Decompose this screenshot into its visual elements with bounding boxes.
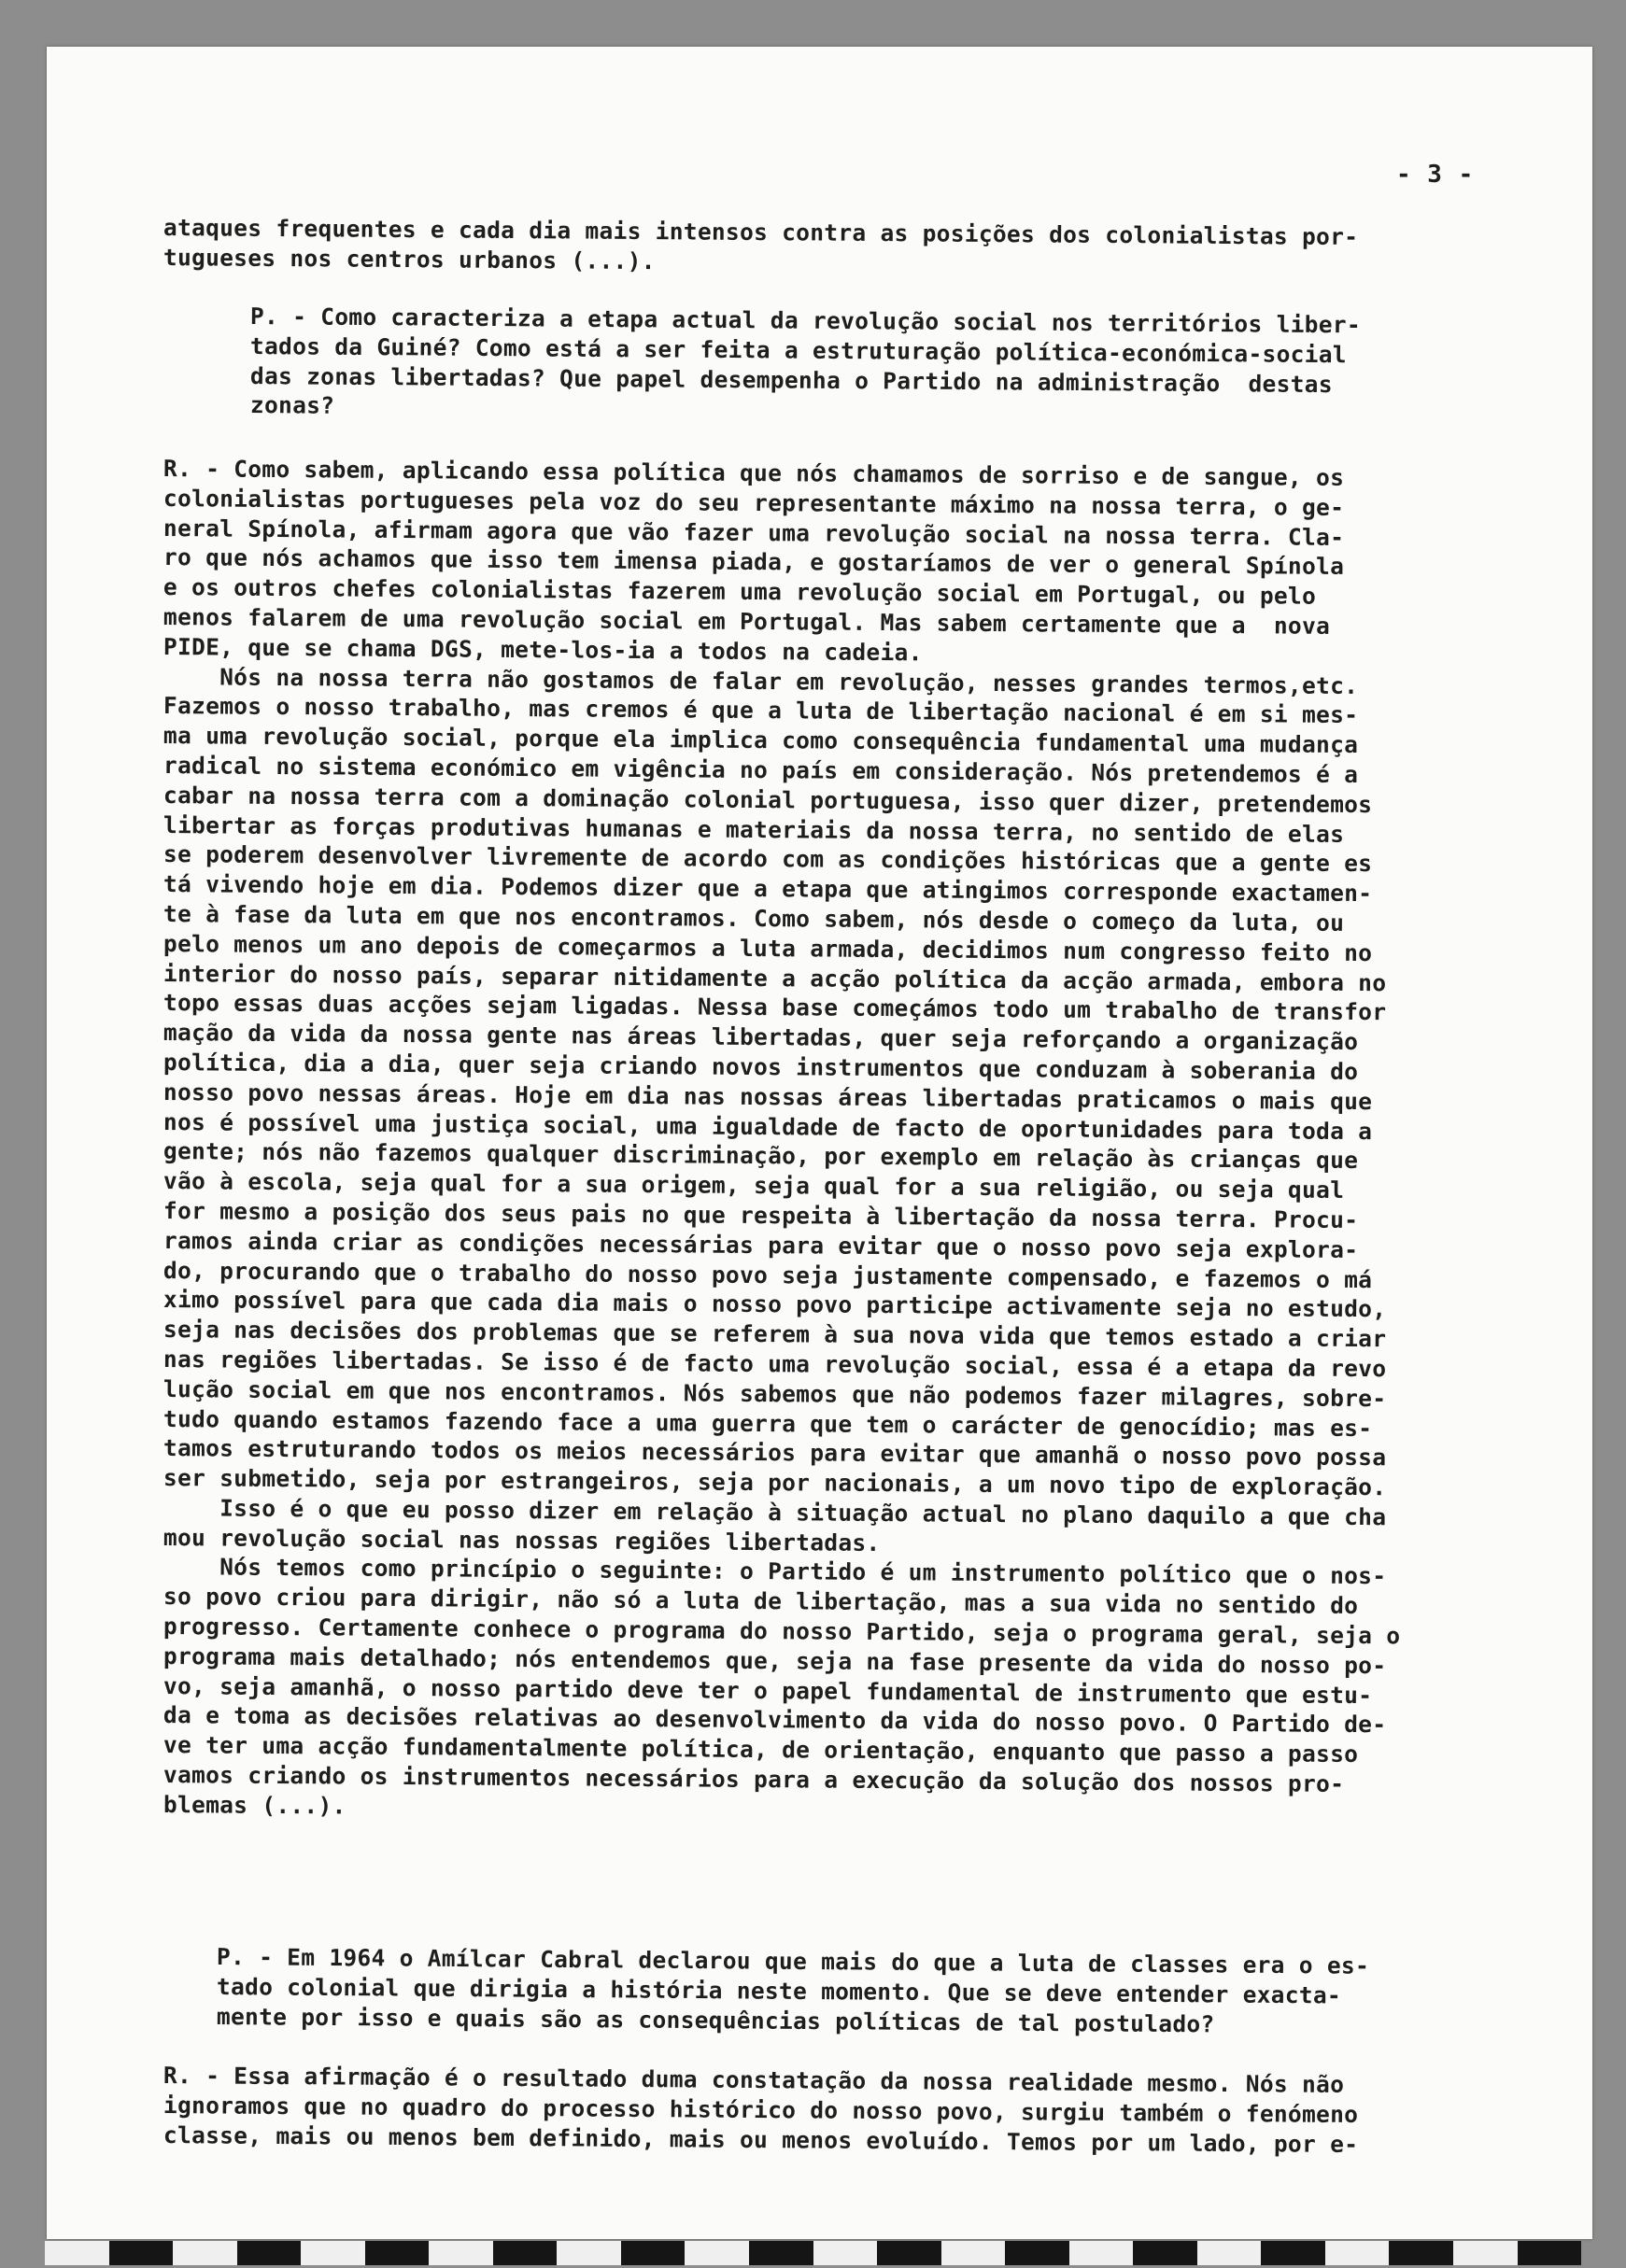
text-line: política, dia a dia, quer seja criando novos instrumentos que conduzam à soberania do [163,1048,1359,1085]
text-line: ignoramos que no quadro do processo histórico do nosso povo, surgiu também o fenómeno [163,2091,1359,2128]
scale-segment [749,2241,813,2265]
text-line: ma uma revolução social, porque ela implica como consequência fundamental uma mudança [163,722,1359,759]
text-line: for mesmo a posição dos seus pais no que respeita à libertação da nossa terra. Procu- [163,1196,1359,1233]
text-line: da e toma as decisões relativas ao desenvolvimento da vida do nosso povo. O Partido de- [163,1701,1387,1739]
scale-segment [1261,2241,1325,2265]
text-line: Isso é o que eu posso dizer em relação à situação actual no plano daquilo a que cha [163,1493,1387,1531]
text-line: blemas (...). [163,1790,346,1820]
text-line: lução social em que nos encontramos. Nós sabemos que não podemos fazer milagres, sobre- [163,1374,1387,1412]
text-line: ve ter uma acção fundamentalmente política, de orientação, enquanto que passo a passo [163,1731,1359,1768]
text-line: nosso povo nessas áreas. Hoje em dia nas nossas áreas libertadas praticamos o mais que [163,1078,1373,1115]
scale-segment [1389,2241,1453,2265]
text-line: cabar na nossa terra com a dominação colonial portuguesa, isso quer dizer, pretendemos [163,781,1373,818]
scale-segment [1325,2241,1390,2265]
scale-segment [877,2241,941,2265]
question-2 [216,1942,1524,2037]
scale-segment [237,2241,302,2265]
scale-segment [173,2241,237,2265]
intro-paragraph [163,213,1527,273]
text-line: programa mais detalhado; nós entendemos que, seja na fase presente da vida do nosso po- [163,1641,1387,1680]
scale-segment [1518,2241,1582,2265]
scale-segment [365,2241,430,2265]
text-line: ro que nós achamos que isso tem imensa piada, e gostaríamos de ver o general Spínola [163,543,1345,581]
text-line: so povo criou para dirigir, não só a luta de libertação, mas a sua vida no sentido do [163,1583,1359,1620]
text-line: gente; nós não fazemos qualquer discriminação, por exemplo em relação às crianças que [163,1137,1359,1175]
text-line: R. - Essa afirmação é o resultado duma constatação da nossa realidade mesmo. Nós não [163,2062,1345,2098]
text-line: topo essas duas acções sejam ligadas. Nessa base começámos todo um trabalho de transfor [163,989,1387,1026]
text-line: P. - Como caracteriza a etapa actual da revolução social nos territórios liber- [249,303,1362,339]
text-line: neral Spínola, afirmam agora que vão fazer uma revolução social na nossa terra. Cla- [163,514,1345,551]
scale-segment [301,2241,365,2265]
text-line: PIDE, que se chama DGS, mete-los-ia a todos na cadeia. [163,632,923,667]
scale-segment [493,2241,558,2265]
scale-segment [941,2241,1006,2265]
text-line: ataques frequentes e cada dia mais intensos contra as posições dos colonialistas por- [163,214,1359,251]
text-line: ser submetido, seja por estrangeiros, seja por nacionais, a um novo tipo de exploração. [163,1464,1387,1501]
text-line: nos é possível uma justiça social, uma igualdade de facto de oportunidades para toda a [163,1107,1373,1145]
text-line: tamos estruturando todos os meios necessários para evitar que amanhã o nosso povo possa [163,1434,1387,1472]
text-line: nas regiões libertadas. Se isso é de facto uma revolução social, essa é a etapa da revo [163,1345,1387,1383]
scale-segment [109,2241,174,2265]
text-line: Nós temos como princípio o seguinte: o Partido é um instrumento político que o nos- [163,1553,1387,1590]
text-line: libertar as forças produtivas humanas e materiais da nossa terra, no sentido de elas [163,810,1345,848]
text-line: e os outros chefes colonialistas fazerem uma revolução social em Portugal, ou pelo [163,573,1317,610]
text-line: colonialistas portugueses pela voz do seu representante máximo na nossa terra, o ge- [163,484,1345,521]
scale-segment [557,2241,621,2265]
text-line: tado colonial que dirigia a história neste momento. Que se deve entender exacta- [216,1972,1342,2009]
question-1 [250,302,1530,420]
answer-1 [163,454,1527,1820]
scale-segment [1133,2241,1197,2265]
text-line: mente por isso e quais são as consequências políticas de tal postulado? [216,2002,1215,2037]
scale-segment [813,2241,878,2265]
text-line: tá vivendo hoje em dia. Podemos dizer que a etapa que atingimos corresponde exactamen- [163,870,1373,908]
scale-segment [1197,2241,1262,2265]
text-line: Fazemos o nosso trabalho, mas cremos é que a luta de libertação nacional é em si mes- [163,692,1359,729]
text-line: interior do nosso país, separar nitidamente a acção política da acção armada, embora no [163,959,1387,996]
scale-segment [621,2241,686,2265]
scale-segment [1453,2241,1518,2265]
text-line: tados da Guiné? Como está a ser feita a estruturação política-económica-social [249,331,1348,369]
text-line: classe, mais ou menos bem definido, mais ou menos evoluído. Temos por um lado, por e- [163,2120,1359,2158]
scale-segment [1069,2241,1134,2265]
text-line: pelo menos um ano depois de começarmos a luta armada, decidimos num congresso feito no [163,929,1373,966]
text-line: vo, seja amanhã, o nosso partido deve ter o papel fundamental de instrumento que estu- [163,1671,1373,1709]
text-line: menos falarem de uma revolução social em Portugal. Mas sabem certamente que a nova [163,602,1331,640]
text-line: mou revolução social nas nossas regiões libertadas. [163,1523,881,1557]
text-line: te à fase da luta em que nos encontramos. Como sabem, nós desde o começo da luta, ou [163,899,1345,937]
text-line: progresso. Certamente conhece o programa do nosso Partido, seja o programa geral, seja o [163,1613,1401,1650]
scale-segment [1005,2241,1069,2265]
text-line: radical no sistema económico em vigência no país em consideração. Nós pretendemos é a [163,751,1359,789]
scale-segment [429,2241,493,2265]
text-line: mação da vida da nossa gente nas áreas libertadas, quer seja reforçando a organização [163,1019,1359,1056]
text-line: tugueses nos centros urbanos (...). [163,243,656,275]
text-line: vão à escola, seja qual for a sua origem, seja qual for a sua religião, ou seja qual [163,1167,1345,1204]
page-number: - 3 - [1396,161,1475,189]
text-line: zonas? [249,391,335,420]
scale-segment [45,2241,109,2265]
text-line: P. - Em 1964 o Amílcar Cabral declarou que mais do que a luta de classes era o es- [216,1943,1370,1979]
text-line: do, procurando que o trabalho do nosso povo seja justamente compensado, e fazemos o má [163,1256,1373,1293]
text-line: Nós na nossa terra não gostamos de falar em revolução, nesses grandes termos,etc. [163,662,1359,699]
answer-2 [163,2061,1527,2158]
color-scale-bar [45,2241,1581,2265]
text-line: ramos ainda criar as condições necessárias para evitar que o nosso povo seja explora- [163,1226,1359,1263]
text-line: das zonas libertadas? Que papel desempenha o Partido na administração destas [249,361,1333,398]
text-line: ximo possível para que cada dia mais o nosso povo participe activamente seja no estudo, [163,1286,1387,1323]
scale-segment [685,2241,749,2265]
text-line: se poderem desenvolver livremente de acordo com as condições históricas que a gente es [163,840,1373,878]
text-line: R. - Como sabem, aplicando essa política que nós chamamos de sorriso e de sangue, os [163,455,1345,491]
text-line: vamos criando os instrumentos necessários para a execução da solução dos nossos pro- [163,1761,1345,1797]
text-line: tudo quando estamos fazendo face a uma guerra que tem o carácter de genocídio; mas es- [163,1404,1373,1442]
text-line: seja nas decisões dos problemas que se referem à sua nova vida que temos estado a criar [163,1316,1387,1353]
